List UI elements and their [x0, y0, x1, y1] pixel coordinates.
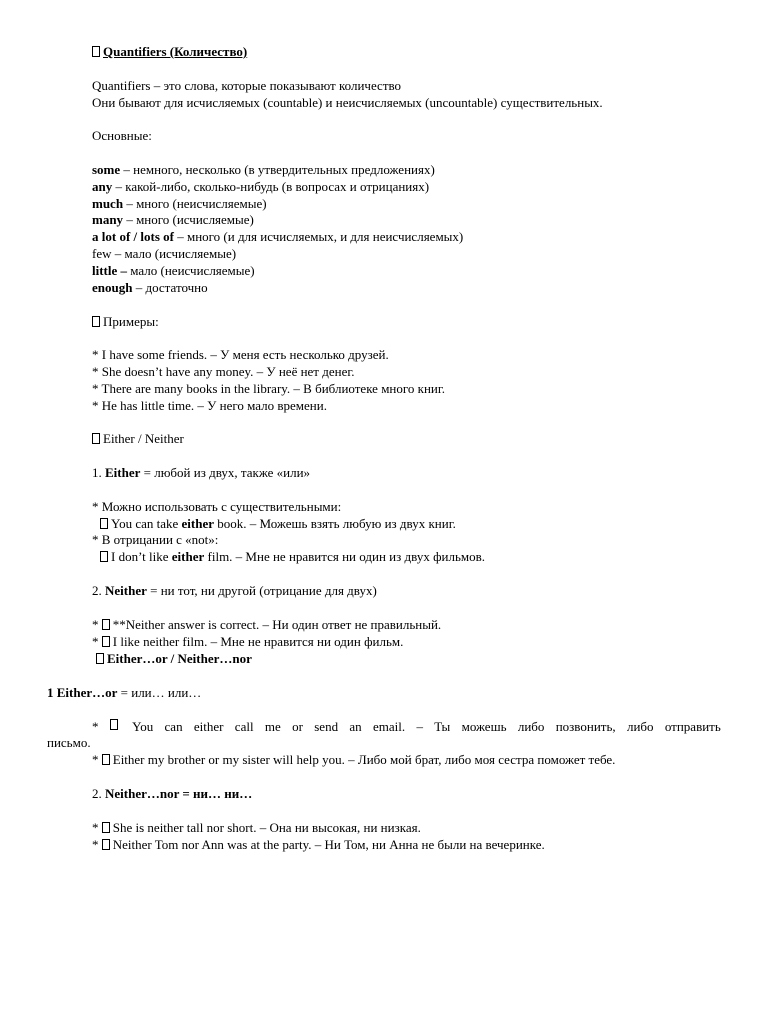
either-note-2: * В отрицании с «not»: [92, 532, 219, 547]
basics-heading: Основные: [92, 128, 152, 143]
missing-glyph-icon [110, 719, 118, 730]
either-or-example-2: * Either my brother or my sister will help you. – Либо мой брат, либо моя сестра поможет тебе. [92, 752, 616, 767]
example-line: * There are many books in the library. – В библиотеке много книг. [92, 381, 445, 396]
missing-glyph-icon [102, 839, 110, 850]
neither-nor-heading: 2. Neither…nor = ни… ни… [92, 786, 253, 801]
either-or-heading: 1 Either…or = или… или… [47, 685, 202, 700]
neither-example-1: * **Neither answer is correct. – Ни один ответ не правильный. [92, 617, 442, 632]
example-line: * She doesn’t have any money. – У неё нет денег. [92, 364, 355, 379]
either-example-2: I don’t like either film. – Мне не нравится ни один из двух фильмов. [100, 549, 485, 565]
either-or-example-1 [92, 719, 721, 735]
neither-example-2: * I like neither film. – Мне не нравится ни один фильм. [92, 634, 404, 649]
word: send [314, 719, 339, 734]
missing-glyph-icon [100, 518, 108, 529]
page-title: Quantifiers (Количество) [92, 44, 247, 60]
examples-heading: Примеры: [92, 314, 159, 330]
missing-glyph-icon [102, 636, 110, 647]
either-or-example-1-continuation: письмо. [47, 735, 91, 750]
example-line: * I have some friends. – У меня есть несколько друзей. [92, 347, 389, 362]
word: You [132, 719, 154, 734]
word: позвонить, [555, 719, 616, 734]
word: either [193, 719, 224, 734]
word: отправить [664, 719, 721, 734]
basics-item: some – немного, несколько (в утвердительных предложениях) [92, 162, 435, 177]
pair-heading: Either…or / Neither…nor [96, 651, 252, 667]
missing-glyph-icon [100, 551, 108, 562]
word: me [264, 719, 281, 734]
word: an [349, 719, 362, 734]
basics-item: few – мало (исчисляемые) [92, 246, 237, 261]
either-note-1: * Можно использовать с существительными: [92, 499, 342, 514]
basics-item: enough – достаточно [92, 280, 208, 295]
intro-line-1: Quantifiers – это слова, которые показывают количество [92, 78, 402, 93]
example-line: * He has little time. – У него мало времени. [92, 398, 327, 413]
neither-nor-example-2: * Neither Tom nor Ann was at the party. – Ни Том, ни Анна не были на вечеринке. [92, 837, 545, 852]
basics-item: much – много (неисчисляемые) [92, 196, 267, 211]
word: можешь [461, 719, 507, 734]
justified-line [92, 719, 721, 735]
either-example-1: You can take either book. – Можешь взять любую из двух книг. [100, 516, 456, 532]
missing-glyph-icon [102, 822, 110, 833]
either-neither-heading: Either / Neither [92, 431, 184, 447]
missing-glyph-icon [92, 433, 100, 444]
word: либо [626, 719, 654, 734]
neither-nor-example-1: * She is neither tall nor short. – Она ни высокая, ни низкая. [92, 820, 421, 835]
word: либо [517, 719, 545, 734]
word: Ты [434, 719, 451, 734]
missing-glyph-icon [102, 619, 110, 630]
missing-glyph-icon [102, 754, 110, 765]
intro-line-2: Они бывают для исчисляемых (countable) и неисчисляемых (uncountable) существительных. [92, 95, 603, 110]
word: – [416, 719, 423, 734]
basics-item: little – мало (неисчисляемые) [92, 263, 255, 278]
basics-item: any – какой-либо, сколько-нибудь (в вопросах и отрицаниях) [92, 179, 430, 194]
missing-glyph-icon [92, 46, 100, 57]
word: can [164, 719, 183, 734]
word: email. [372, 719, 406, 734]
either-definition: 1. Either = любой из двух, также «или» [92, 465, 311, 480]
missing-glyph-icon [96, 653, 104, 664]
word: or [292, 719, 303, 734]
word: * [92, 719, 99, 734]
basics-item: a lot of / lots of – много (и для исчисляемых, и для неисчисляемых) [92, 229, 464, 244]
basics-item: many – много (исчисляемые) [92, 212, 254, 227]
word: call [234, 719, 254, 734]
missing-glyph-icon [92, 316, 100, 327]
neither-definition: 2. Neither = ни тот, ни другой (отрицание для двух) [92, 583, 377, 598]
